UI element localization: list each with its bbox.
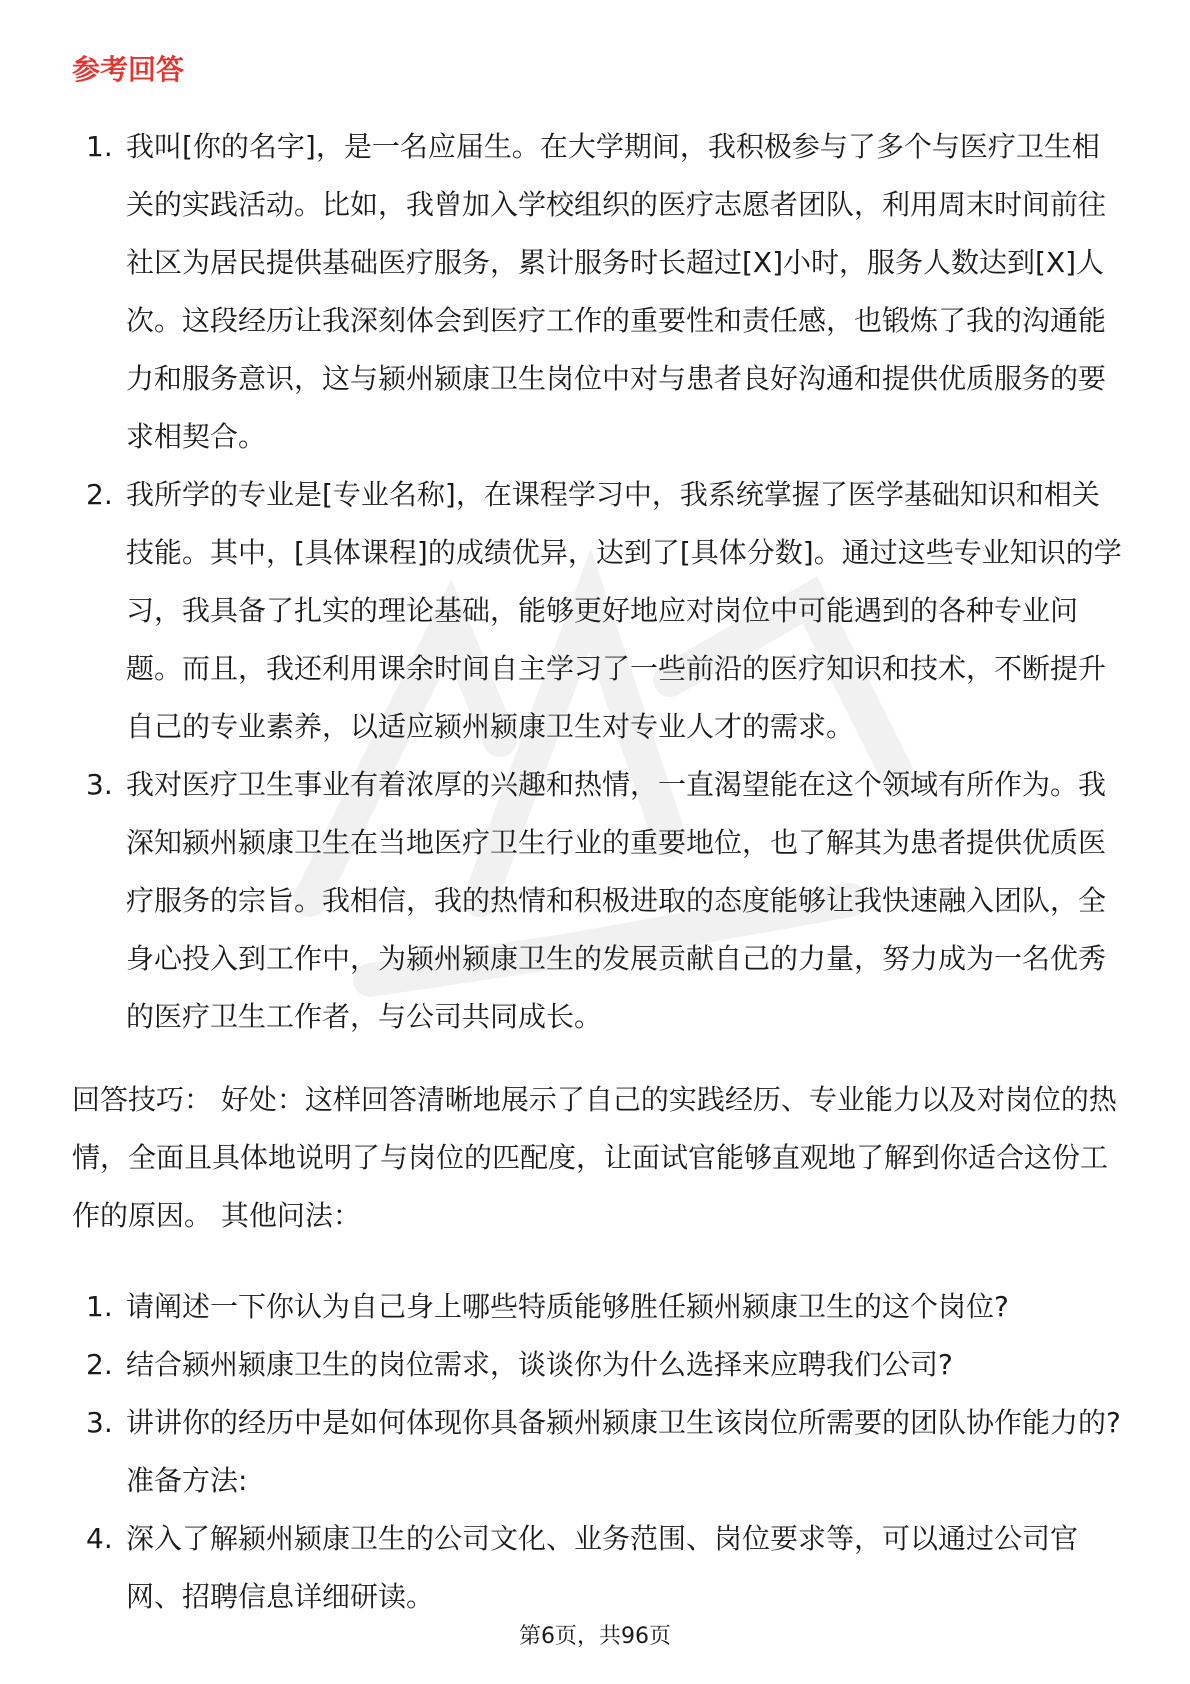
list-item [72, 1510, 1122, 1626]
page-footer: 第6页，共96页 [519, 1624, 671, 1649]
list-item [72, 1394, 1122, 1510]
item-text: 深入了解颍州颍康卫生的公司文化、业务范围、岗位要求等，可以通过公司官网、招聘信息详细研读。 [126, 1522, 1079, 1613]
item-number: 4. [86, 1522, 113, 1555]
list-item [72, 466, 1122, 756]
item-number: 3. [86, 1406, 113, 1439]
item-text: 我对医疗卫生事业有着浓厚的兴趣和热情，一直渴望能在这个领域有所作为。我深知颍州颍康卫生在当地医疗卫生行业的重要地位，也了解其为患者提供优质医疗服务的宗旨。我相信，我的热情和积极进取的态度能够让我快速融入团队，全身心投入到工作中，为颍州颍康卫生的发展贡献自己的力量，努力成为一名优秀的医疗卫生工作者，与公司共同成长。 [126, 768, 1107, 1033]
item-text: 结合颍州颍康卫生的岗位需求，谈谈你为什么选择来应聘我们公司? [126, 1348, 953, 1381]
list-item [72, 756, 1122, 1046]
answer-list [72, 118, 1122, 1046]
item-text: 我叫[你的名字]，是一名应届生。在大学期间，我积极参与了多个与医疗卫生相关的实践活动。比如，我曾加入学校组织的医疗志愿者团队，利用周末时间前往社区为居民提供基础医疗服务，累计服务时长超过[X]小时，服务人数达到[X]人次。这段经历让我深刻体会到医疗工作的重要性和责任感，也锻炼了我的沟通能力和服务意识，这与颍州颍康卫生岗位中对与患者良好沟通和提供优质服务的要求相契合。 [126, 130, 1107, 453]
item-number: 2. [86, 1348, 113, 1381]
item-text: 请阐述一下你认为自己身上哪些特质能够胜任颍州颍康卫生的这个岗位? [126, 1290, 1009, 1323]
item-number: 1. [86, 130, 113, 163]
list-item [72, 1336, 1122, 1394]
item-number: 1. [86, 1290, 113, 1323]
list-item [72, 1278, 1122, 1336]
question-list [72, 1278, 1122, 1626]
item-text: 讲讲你的经历中是如何体现你具备颍州颍康卫生该岗位所需要的团队协作能力的? 准备方法: [126, 1406, 1121, 1497]
tips-paragraph: 回答技巧： 好处：这样回答清晰地展示了自己的实践经历、专业能力以及对岗位的热情，全面且具体地说明了与岗位的匹配度，让面试官能够直观地了解到你适合这份工作的原因。 其他问法： [72, 1083, 1117, 1232]
list-item [72, 118, 1122, 466]
item-number: 3. [86, 768, 113, 801]
section-title: 参考回答 [72, 53, 185, 86]
item-number: 2. [86, 478, 113, 511]
item-text: 我所学的专业是[专业名称]，在课程学习中，我系统掌握了医学基础知识和相关技能。其中，[具体课程]的成绩优异，达到了[具体分数]。通过这些专业知识的学习，我具备了扎实的理论基础，能够更好地应对岗位中可能遇到的各种专业问题。而且，我还利用课余时间自主学习了一些前沿的医疗知识和技术，不断提升自己的专业素养，以适应颍州颍康卫生对专业人才的需求。 [126, 478, 1122, 743]
